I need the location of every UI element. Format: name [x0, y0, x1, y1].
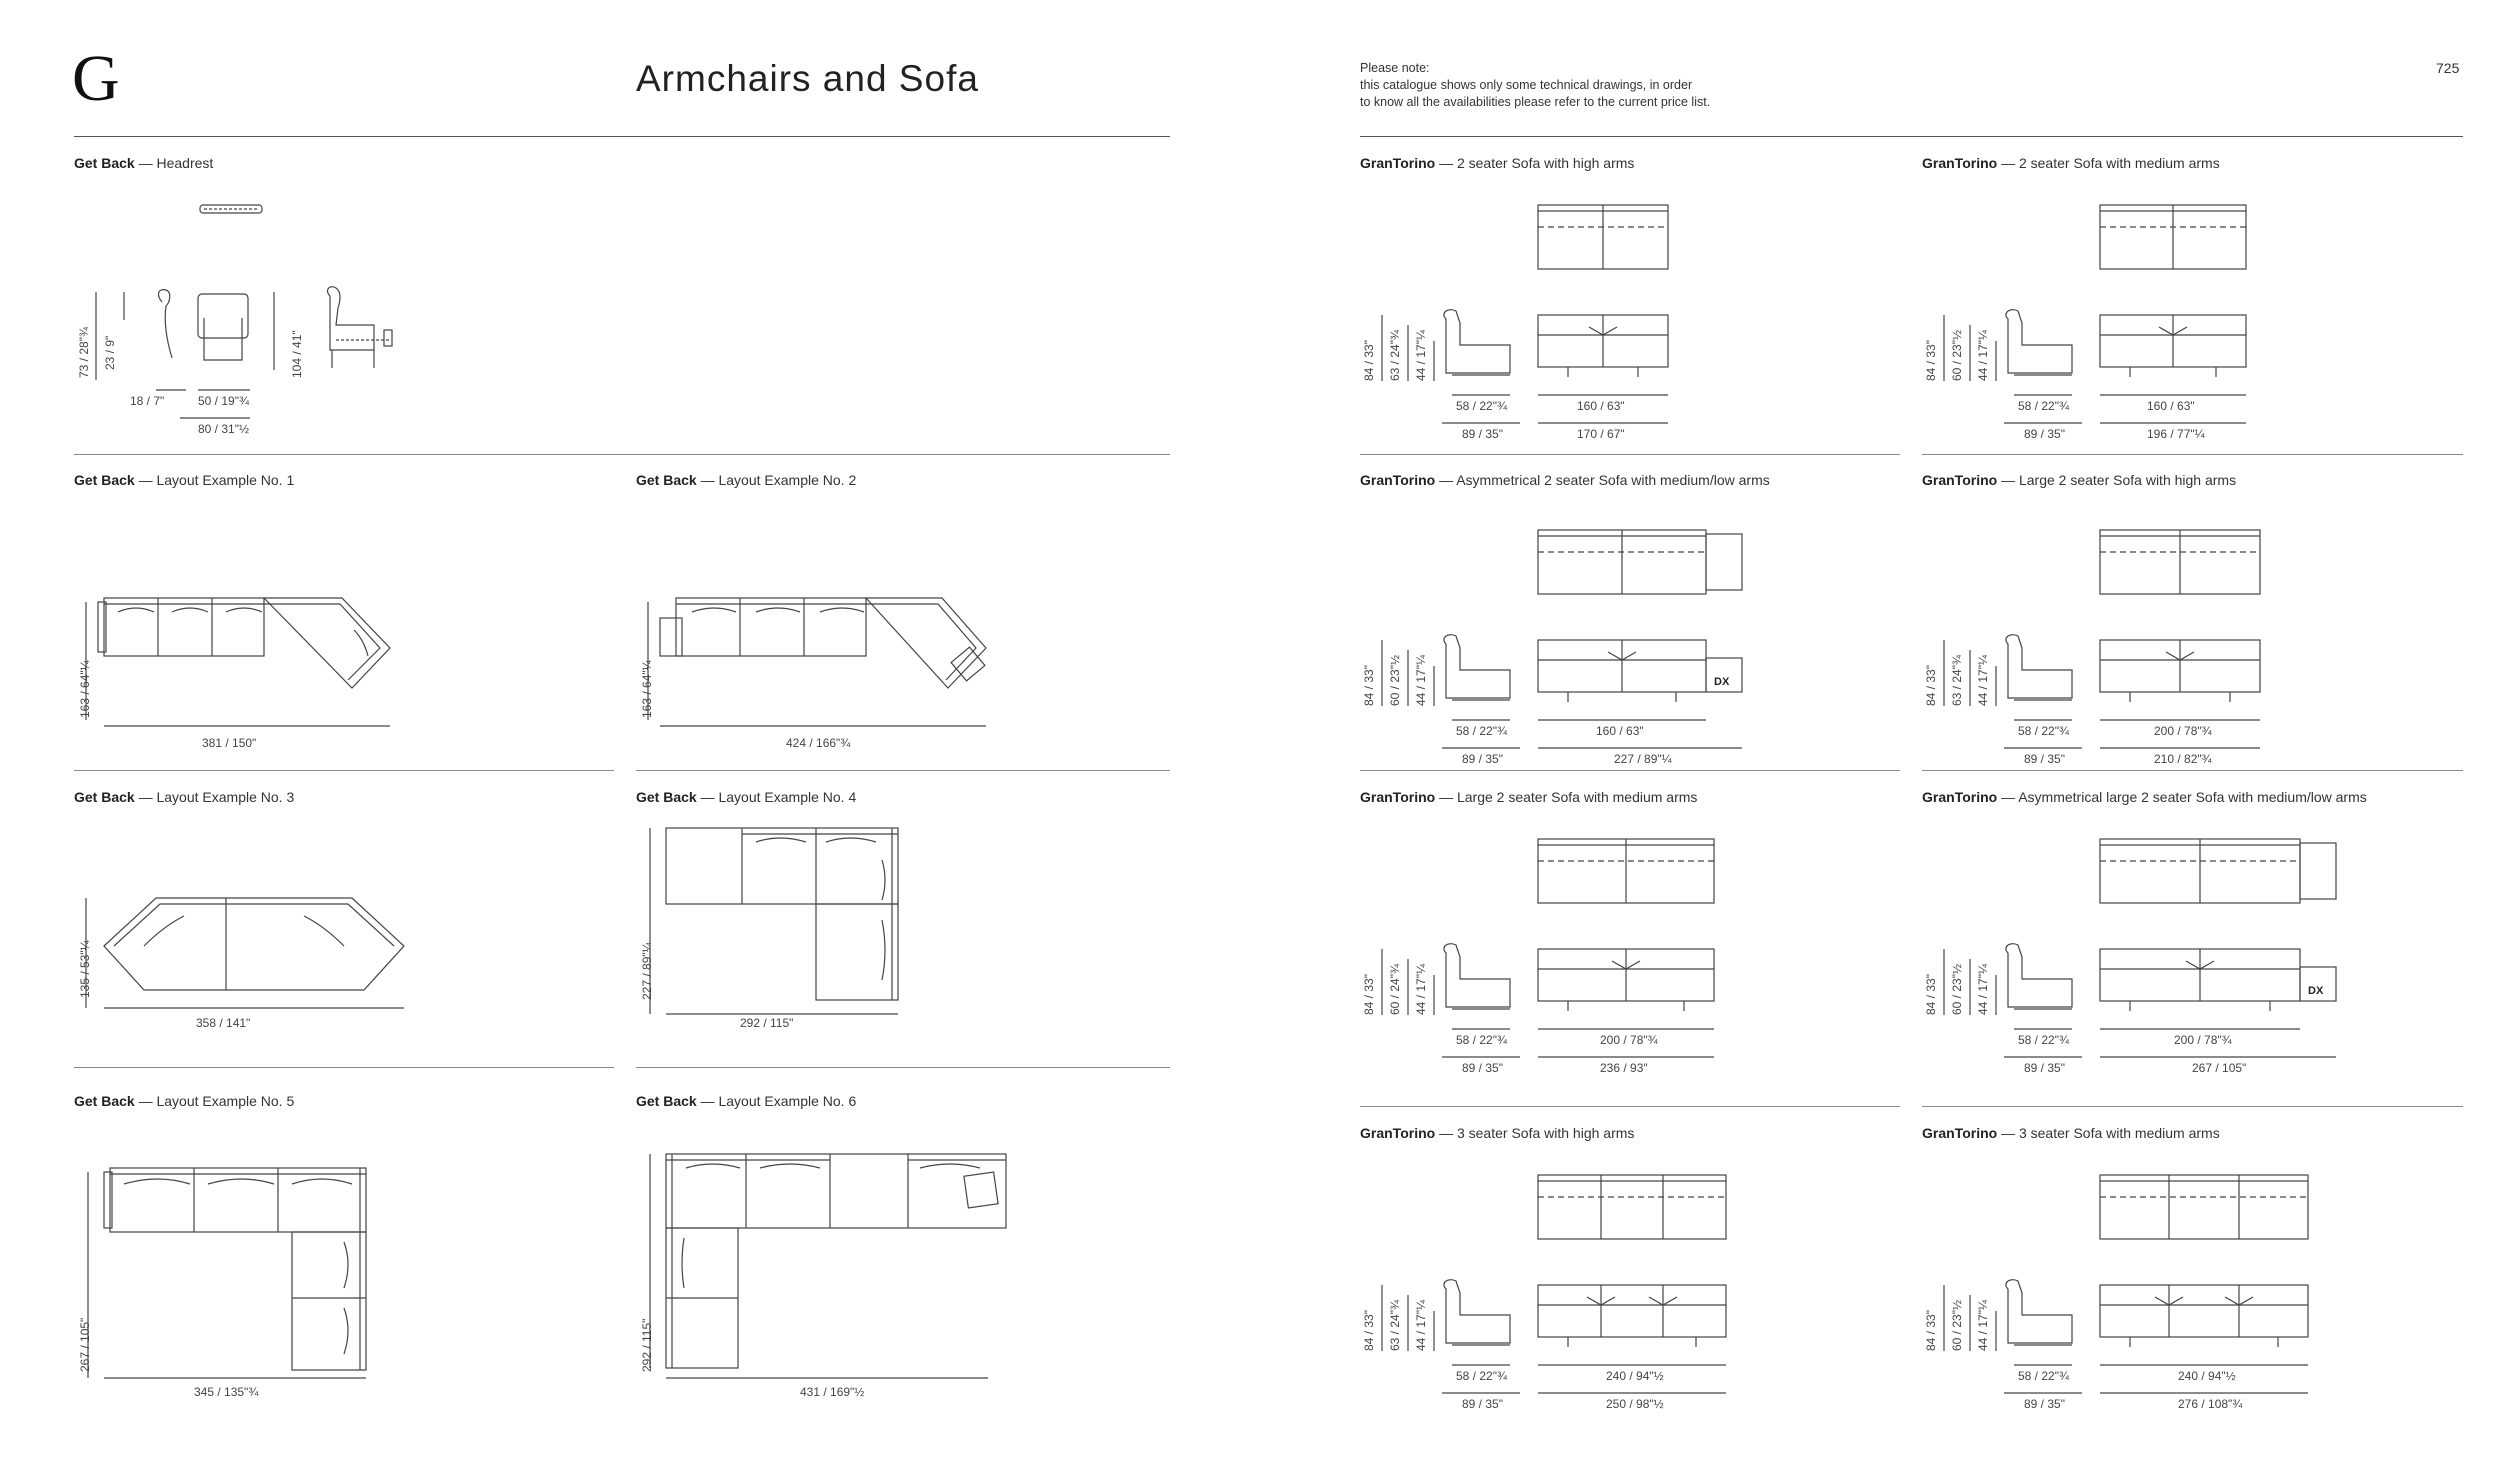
section-divider — [1922, 454, 2463, 455]
catalogue-note — [1360, 60, 1710, 111]
brand-name: Get Back — [74, 1093, 135, 1109]
brand-name: Get Back — [636, 789, 697, 805]
layout-technical-drawing — [74, 1158, 394, 1388]
height-dimension: 267 / 105" — [78, 1317, 92, 1372]
width-dimension: 80 / 31"½ — [198, 422, 249, 436]
depth-dimension: 58 / 22"¾ — [2018, 1033, 2069, 1047]
product-name: Large 2 seater Sofa with medium arms — [1456, 789, 1698, 805]
width-dimension: 358 / 141" — [196, 1016, 251, 1030]
height-dimension: 84 / 33" — [1924, 340, 1938, 381]
width-dimension: 424 / 166"¾ — [786, 736, 851, 750]
brand-name: GranTorino — [1922, 472, 1998, 488]
note-line: to know all the availabilities please refer to the current price list. — [1360, 95, 1711, 109]
seat-width-dimension: 240 / 94"½ — [1606, 1369, 1664, 1383]
panel-title: Get Back — Headrest — [74, 155, 214, 171]
panel-title: Get Back — Layout Example No. 3 — [74, 789, 295, 805]
depth-dimension: 89 / 35" — [1462, 752, 1503, 766]
seat-width-dimension: 200 / 78"¾ — [1600, 1033, 1658, 1047]
depth-dimension: 89 / 35" — [2024, 427, 2065, 441]
height-dimension: 163 / 64"¼ — [78, 660, 92, 718]
overall-width-dimension: 227 / 89"¼ — [1614, 752, 1672, 766]
product-name: Large 2 seater Sofa with high arms — [2018, 472, 2237, 488]
panel-title: GranTorino — Asymmetrical 2 seater Sofa with medium/low arms — [1360, 472, 1770, 488]
layout-technical-drawing — [636, 590, 1016, 740]
product-name: Layout Example No. 1 — [156, 472, 295, 488]
section-divider — [74, 770, 614, 771]
product-name: Asymmetrical large 2 seater Sofa with medium/low arms — [2018, 789, 2367, 805]
height-dimension: 63 / 24"¾ — [1388, 1300, 1402, 1351]
depth-dimension: 89 / 35" — [2024, 1061, 2065, 1075]
brand-name: Get Back — [74, 789, 135, 805]
product-name: 3 seater Sofa with medium arms — [2018, 1125, 2220, 1141]
product-name: 2 seater Sofa with medium arms — [2018, 155, 2220, 171]
page-number: 725 — [2436, 60, 2460, 76]
depth-dimension: 89 / 35" — [2024, 752, 2065, 766]
page-title: Armchairs and Sofa — [636, 58, 979, 99]
height-dimension: 84 / 33" — [1924, 665, 1938, 706]
height-dimension: 135 / 53"¼ — [78, 940, 92, 998]
seat-width-dimension: 200 / 78"¾ — [2174, 1033, 2232, 1047]
product-name: Asymmetrical 2 seater Sofa with medium/low arms — [1456, 472, 1770, 488]
height-dimension: 44 / 17"¼ — [1976, 1300, 1990, 1351]
width-dimension: 431 / 169"½ — [800, 1385, 865, 1399]
panel-title: GranTorino — 3 seater Sofa with high arms — [1360, 1125, 1635, 1141]
width-dimension: 381 / 150" — [202, 736, 257, 750]
panel-title: Get Back — Layout Example No. 6 — [636, 1093, 857, 1109]
seat-width-dimension: 240 / 94"½ — [2178, 1369, 2236, 1383]
brand-name: GranTorino — [1922, 155, 1998, 171]
overall-width-dimension: 276 / 108"¾ — [2178, 1397, 2243, 1411]
panel-title: GranTorino — Large 2 seater Sofa with high arms — [1922, 472, 2237, 488]
overall-width-dimension: 267 / 105" — [2192, 1061, 2247, 1075]
product-name: 3 seater Sofa with high arms — [1456, 1125, 1635, 1141]
depth-dimension: 58 / 22"¾ — [1456, 1033, 1507, 1047]
brand-name: Get Back — [74, 472, 135, 488]
product-name: Layout Example No. 5 — [156, 1093, 295, 1109]
width-dimension: 50 / 19"¾ — [198, 394, 249, 408]
width-dimension: 18 / 7" — [130, 394, 165, 408]
width-dimension: 292 / 115" — [740, 1016, 794, 1030]
section-letter: G — [72, 42, 120, 115]
panel-title: Get Back — Layout Example No. 5 — [74, 1093, 295, 1109]
height-dimension: 84 / 33" — [1362, 1310, 1376, 1351]
header-divider-left — [74, 136, 1170, 137]
depth-dimension: 89 / 35" — [1462, 427, 1503, 441]
width-dimension: 345 / 135"¾ — [194, 1385, 259, 1399]
overall-width-dimension: 196 / 77"¼ — [2147, 427, 2205, 441]
orientation-badge: DX — [1714, 676, 1730, 688]
brand-name: GranTorino — [1360, 155, 1436, 171]
overall-width-dimension: 250 / 98"½ — [1606, 1397, 1664, 1411]
note-line: this catalogue shows only some technical drawings, in order — [1360, 78, 1693, 92]
height-dimension: 104 / 41" — [290, 330, 304, 378]
height-dimension: 60 / 23"½ — [1950, 1300, 1964, 1351]
depth-dimension: 58 / 22"¾ — [1456, 399, 1507, 413]
layout-3-drawing — [74, 890, 414, 1030]
height-dimension: 163 / 64"¼ — [640, 660, 654, 718]
section-divider — [636, 1067, 1170, 1068]
height-dimension: 84 / 33" — [1362, 340, 1376, 381]
height-dimension: 292 / 115" — [640, 1318, 654, 1372]
section-divider — [636, 770, 1170, 771]
product-name: Layout Example No. 4 — [718, 789, 857, 805]
height-dimension: 60 / 23"½ — [1950, 964, 1964, 1015]
panel-title: GranTorino — Asymmetrical large 2 seater Sofa with medium/low arms — [1922, 789, 2367, 805]
brand-name: Get Back — [636, 1093, 697, 1109]
depth-dimension: 58 / 22"¾ — [2018, 399, 2069, 413]
header-divider-right — [1360, 136, 2463, 137]
depth-dimension: 89 / 35" — [2024, 1397, 2065, 1411]
layout-2-drawing — [636, 590, 1016, 740]
seat-width-dimension: 160 / 63" — [2147, 399, 2195, 413]
height-dimension: 44 / 17"¼ — [1414, 1300, 1428, 1351]
brand-name: GranTorino — [1360, 1125, 1436, 1141]
orientation-badge: DX — [2308, 985, 2324, 997]
height-dimension: 44 / 17"¼ — [1976, 964, 1990, 1015]
panel-title: GranTorino — Large 2 seater Sofa with medium arms — [1360, 789, 1698, 805]
product-name: Headrest — [156, 155, 214, 171]
layout-5-drawing — [74, 1158, 394, 1388]
panel-title: GranTorino — 2 seater Sofa with high arms — [1360, 155, 1635, 171]
overall-width-dimension: 236 / 93" — [1600, 1061, 1648, 1075]
brand-name: Get Back — [636, 472, 697, 488]
product-name: 2 seater Sofa with high arms — [1456, 155, 1635, 171]
seat-width-dimension: 160 / 63" — [1577, 399, 1625, 413]
seat-width-dimension: 200 / 78"¾ — [2154, 724, 2212, 738]
layout-4-drawing — [636, 820, 936, 1020]
layout-6-drawing — [636, 1146, 1036, 1386]
height-dimension: 84 / 33" — [1362, 974, 1376, 1015]
sofa-technical-drawing — [1360, 187, 1900, 447]
height-dimension: 84 / 33" — [1924, 1310, 1938, 1351]
section-divider — [1922, 1106, 2463, 1107]
depth-dimension: 58 / 22"¾ — [1456, 1369, 1507, 1383]
panel-title: Get Back — Layout Example No. 2 — [636, 472, 857, 488]
brand-name: GranTorino — [1922, 1125, 1998, 1141]
panel-title: GranTorino — 3 seater Sofa with medium arms — [1922, 1125, 2220, 1141]
overall-width-dimension: 210 / 82"¾ — [2154, 752, 2212, 766]
brand-name: Get Back — [74, 155, 135, 171]
product-name: Layout Example No. 3 — [156, 789, 295, 805]
brand-name: GranTorino — [1360, 472, 1436, 488]
height-dimension: 84 / 33" — [1924, 974, 1938, 1015]
note-line: Please note: — [1360, 61, 1430, 75]
height-dimension: 63 / 24"¾ — [1388, 330, 1402, 381]
panel-title: GranTorino — 2 seater Sofa with medium arms — [1922, 155, 2220, 171]
section-divider — [74, 1067, 614, 1068]
section-divider — [74, 454, 1170, 455]
height-dimension: 60 / 24"¾ — [1388, 964, 1402, 1015]
height-dimension: 227 / 89"¼ — [640, 942, 654, 1000]
brand-name: GranTorino — [1360, 789, 1436, 805]
layout-technical-drawing — [74, 890, 414, 1030]
height-dimension: 44 / 17"¼ — [1976, 330, 1990, 381]
height-dimension: 44 / 17"¼ — [1414, 655, 1428, 706]
panel-title: Get Back — Layout Example No. 1 — [74, 472, 295, 488]
panel-title: Get Back — Layout Example No. 4 — [636, 789, 857, 805]
layout-technical-drawing — [74, 590, 414, 740]
section-divider — [1360, 454, 1900, 455]
sofa-drawing — [1360, 187, 1900, 447]
height-dimension: 44 / 17"¼ — [1414, 964, 1428, 1015]
layout-technical-drawing — [636, 820, 936, 1020]
layout-1-drawing — [74, 590, 414, 740]
depth-dimension: 89 / 35" — [1462, 1061, 1503, 1075]
height-dimension: 44 / 17"¼ — [1976, 655, 1990, 706]
height-dimension: 23 / 9" — [103, 335, 117, 370]
brand-name: GranTorino — [1922, 789, 1998, 805]
depth-dimension: 89 / 35" — [1462, 1397, 1503, 1411]
height-dimension: 63 / 24"¾ — [1950, 655, 1964, 706]
overall-width-dimension: 170 / 67" — [1577, 427, 1625, 441]
product-name: Layout Example No. 2 — [718, 472, 857, 488]
section-divider — [1360, 1106, 1900, 1107]
height-dimension: 44 / 17"¼ — [1414, 330, 1428, 381]
height-dimension: 60 / 23"½ — [1388, 655, 1402, 706]
height-dimension: 60 / 23"½ — [1950, 330, 1964, 381]
product-name: Layout Example No. 6 — [718, 1093, 857, 1109]
height-dimension: 84 / 33" — [1362, 665, 1376, 706]
height-dimension: 73 / 28"¾ — [77, 327, 91, 378]
seat-width-dimension: 160 / 63" — [1596, 724, 1644, 738]
depth-dimension: 58 / 22"¾ — [2018, 1369, 2069, 1383]
depth-dimension: 58 / 22"¾ — [1456, 724, 1507, 738]
layout-technical-drawing — [636, 1146, 1036, 1386]
depth-dimension: 58 / 22"¾ — [2018, 724, 2069, 738]
